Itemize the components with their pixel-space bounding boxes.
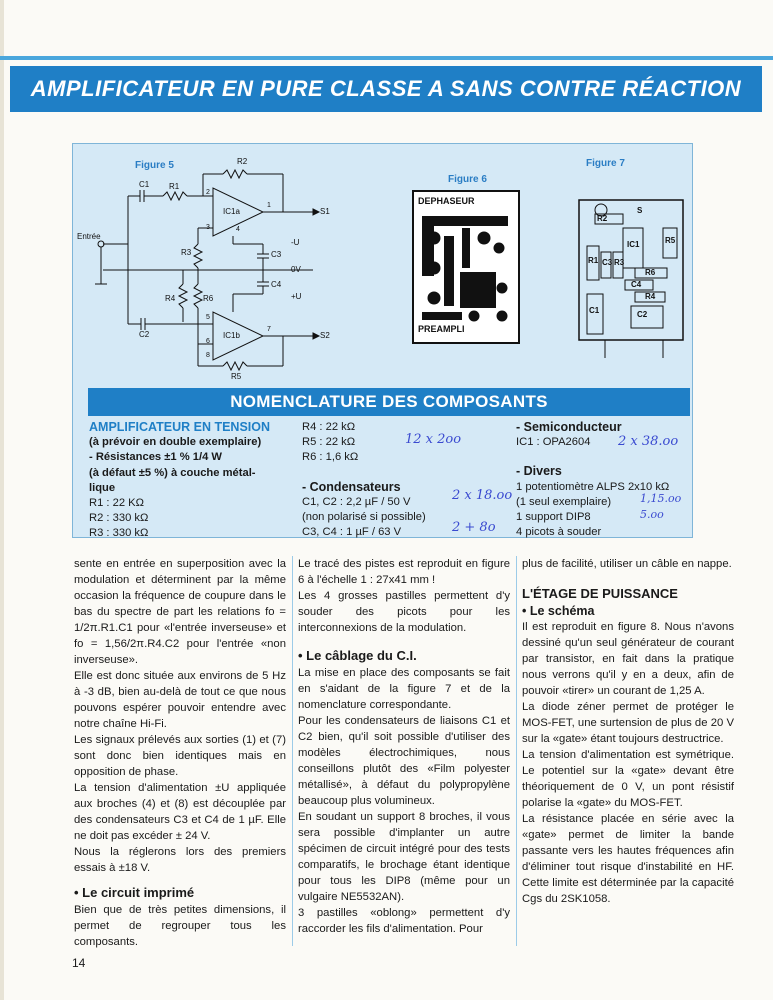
figure6-label: Figure 6 [448,174,487,185]
paragraph: Les 4 grosses pastilles permettent d'y souder des picots pour les interconnexions de la modulation. [298,590,510,634]
page-number: 14 [72,956,86,970]
article-banner [10,66,762,112]
nom-col1-sub4: lique [89,481,116,494]
figure7-layout [575,170,687,366]
section-heading: • Le câblage du C.I. [298,648,417,663]
fig5-c2: C2 [139,330,150,339]
fig5-minus-u: -U [291,238,300,247]
paragraph: sente en entrée en superposition avec la modulation et déterminent par la même occasion la fréquence de coupure dans le bas du spectre de part les relations fo = 1/2π.R1.C1 pour «l'entrée inverseuse» et fo = 1,56/2π.R4.C2 pour l'entrée «non inverseuse». [74,558,286,666]
nom-div-item: 4 picots à souder [516,526,602,539]
fig5-pin-7: 7 [267,326,271,333]
nom-div-head: - Divers [516,464,562,479]
section-heading: L'ÉTAGE DE PUISSANCE [522,586,678,601]
figure7-label: Figure 7 [586,158,625,169]
paragraph: Les signaux prélevés aux sorties (1) et (7) sont donc bien identiques mais en opposition de phase. [74,734,286,778]
paragraph: Il est reproduit en figure 8. Nous n'avons dessiné qu'un seul générateur de courant par transistor, en fait dans la pratique nous verrons qu'il y en a deux, afin de pouvoir «tirer» un courant de 1,25 A. [522,621,734,697]
nom-col1-head: AMPLIFICATEUR EN TENSION [89,420,271,434]
nom-div-item: 1 support DIP8 [516,511,591,524]
handwritten-note: 2 + 8o [452,520,496,535]
fig5-pin-2: 2 [206,189,210,196]
fig5-entree: Entrée [77,232,101,241]
fig5-c1: C1 [139,180,150,189]
nomenclature-header [88,388,690,416]
fig5-pin-4: 4 [236,226,240,233]
nom-col1-sub3: (à défaut ±5 %) à couche métal- [89,466,256,479]
nom-cond-item: (non polarisé si possible) [302,511,426,524]
fig5-pin-6: 6 [206,338,210,345]
nom-col1-sub1: (à prévoir en double exemplaire) [89,436,262,449]
section-heading: • Le circuit imprimé [74,885,195,900]
paragraph: En soudant un support 8 broches, il vous sera possible d'implanter un autre spécimen de circuit intégré pour des tests comparatifs, le brochage étant identique pour tous les DIP8 (même pour un vulgaire NE5532AN). [298,811,510,903]
fig5-ic1b: IC1b [223,331,240,340]
handwritten-note: 12 x 2oo [405,432,462,447]
nom-cond-item: C1, C2 : 2,2 µF / 50 V [302,495,411,508]
handwritten-note: 1,15.oo [640,492,682,505]
paragraph: 3 pastilles «oblong» permettent d'y raccorder les fils d'alimentation. Pour [298,907,510,935]
paragraph: plus de facilité, utiliser un câble en nappe. [522,558,732,570]
figure6-pcb [412,190,520,344]
fig5-s1: S1 [320,207,330,216]
fig5-s2: S2 [320,331,330,340]
column-divider [292,556,293,946]
handwritten-note: 2 x 18.oo [452,488,513,503]
fig7-c2: C2 [637,310,648,319]
nom-col2-item: R5 : 22 kΩ [302,436,356,449]
top-rule [0,56,773,60]
fig7-r3: R3 [614,258,625,267]
fig5-r1: R1 [169,182,180,191]
paragraph: Nous la réglerons lors des premiers essais à ±18 V. [74,846,286,874]
paragraph: La mise en place des composants se fait en s'aidant de la figure 7 et de la nomenclature correspondante. [298,667,510,711]
fig5-ic1a: IC1a [223,207,240,216]
fig7-c1: C1 [589,306,600,315]
fig7-r5: R5 [665,236,676,245]
fig5-pin-3: 3 [206,224,210,231]
fig7-c4: C4 [631,280,642,289]
nom-semi-head: - Semiconducteur [516,420,622,434]
nom-div-item: (1 seul exemplaire) [516,495,612,508]
nom-col1-sub2: - Résistances ±1 % 1/4 W [89,451,222,464]
nom-col1-item: R3 : 330 kΩ [89,527,149,540]
handwritten-note: 2 x 38.oo [618,434,679,449]
fig5-r4: R4 [165,294,176,303]
fig5-c4: C4 [271,280,282,289]
paragraph: Bien que de très petites dimensions, il permet de regrouper tous les composants. [74,904,286,948]
paragraph: La tension d'alimentation est symétrique. Le potentiel sur la «gate» devant être théoriquement de 0 V, un pont résistif polarise la «gate» du MOS-FET. [522,749,734,809]
fig7-s: S [637,206,643,215]
fig5-r2: R2 [237,157,248,166]
figure5-schematic [73,144,403,384]
fig7-c3: C3 [602,258,613,267]
article-title: AMPLIFICATEUR EN PURE CLASSE A SANS CONTRE RÉACTION [30,76,742,101]
paragraph: La tension d'alimentation ±U appliquée aux broches (4) et (8) est découplée par des condensateurs C3 et C4 de 1 µF. Elle ne doit pas excéder ± 24 V. [74,782,286,842]
fig7-r4: R4 [645,292,656,301]
page-edge [0,0,4,1000]
nom-col2-item: R6 : 1,6 kΩ [302,451,359,464]
figure5-label: Figure 5 [135,160,174,171]
fig5-c3: C3 [271,250,282,259]
nom-col2-item: R4 : 22 kΩ [302,421,356,433]
handwritten-note: 5.oo [640,508,664,521]
paragraph: La diode zéner permet de protéger le MOS-FET, une surtension de plus de 20 V sur la «gate» étant toujours destructrice. [522,701,734,745]
body-column-3 [522,556,734,907]
pcb-dephaseur: DEPHASEUR [418,196,475,206]
pcb-tracks [414,208,514,328]
fig5-r6: R6 [203,294,214,303]
fig5-pin-8: 8 [206,352,210,359]
paragraph: La résistance placée en série avec la «gate» permet de limiter la bande passante vers les hautes fréquences afin d'éliminer tout risque d'instabilité en HF. Cette limite est déterminée par la capacité Cgs du 2SK1058. [522,813,734,905]
nom-div-item: 1 potentiomètre ALPS 2x10 kΩ [516,480,670,493]
fig5-plus-u: +U [291,292,302,301]
nom-cond-item: C3, C4 : 1 µF / 63 V [302,526,402,539]
nom-col1-item: R1 : 22 KΩ [89,497,145,510]
fig5-pin-5: 5 [206,314,210,321]
fig5-pin-1: 1 [267,202,271,209]
paragraph: Elle est donc située aux environs de 5 Hz à -3 dB, bien au-delà de tout ce que nous pouvons espérer pouvoir entendre avec notre chaîne Hi-Fi. [74,670,286,730]
body-column-2 [298,556,510,937]
fig7-ic1: IC1 [627,240,640,249]
body-column-1 [74,556,286,950]
column-divider [516,556,517,946]
nomenclature-title: NOMENCLATURE DES COMPOSANTS [230,392,548,411]
fig7-r2: R2 [597,214,608,223]
fig5-0v: 0V [291,265,301,274]
fig5-r3: R3 [181,248,192,257]
paragraph: Pour les condensateurs de liaisons C1 et C2 bien, qu'il soit possible d'utiliser des modèles électrochimiques, nous conseillons plutôt des «Film polyester métallisé», à défaut du polypropylène beaucoup plus volumineux. [298,715,510,807]
nom-col1-item: R2 : 330 kΩ [89,512,149,525]
fig7-r1: R1 [588,256,599,265]
fig7-r6: R6 [645,268,656,277]
paragraph: Le tracé des pistes est reproduit en figure 6 à l'échelle 1 : 27x41 mm ! [298,558,510,586]
pcb-preampli: PREAMPLI [418,324,465,334]
subsection-heading: • Le schéma [522,604,595,618]
nomenclature-col1 [89,420,294,542]
nom-semi-item: IC1 : OPA2604 [516,436,591,449]
nom-cond-head: - Condensateurs [302,479,401,494]
fig5-r5: R5 [231,372,242,381]
